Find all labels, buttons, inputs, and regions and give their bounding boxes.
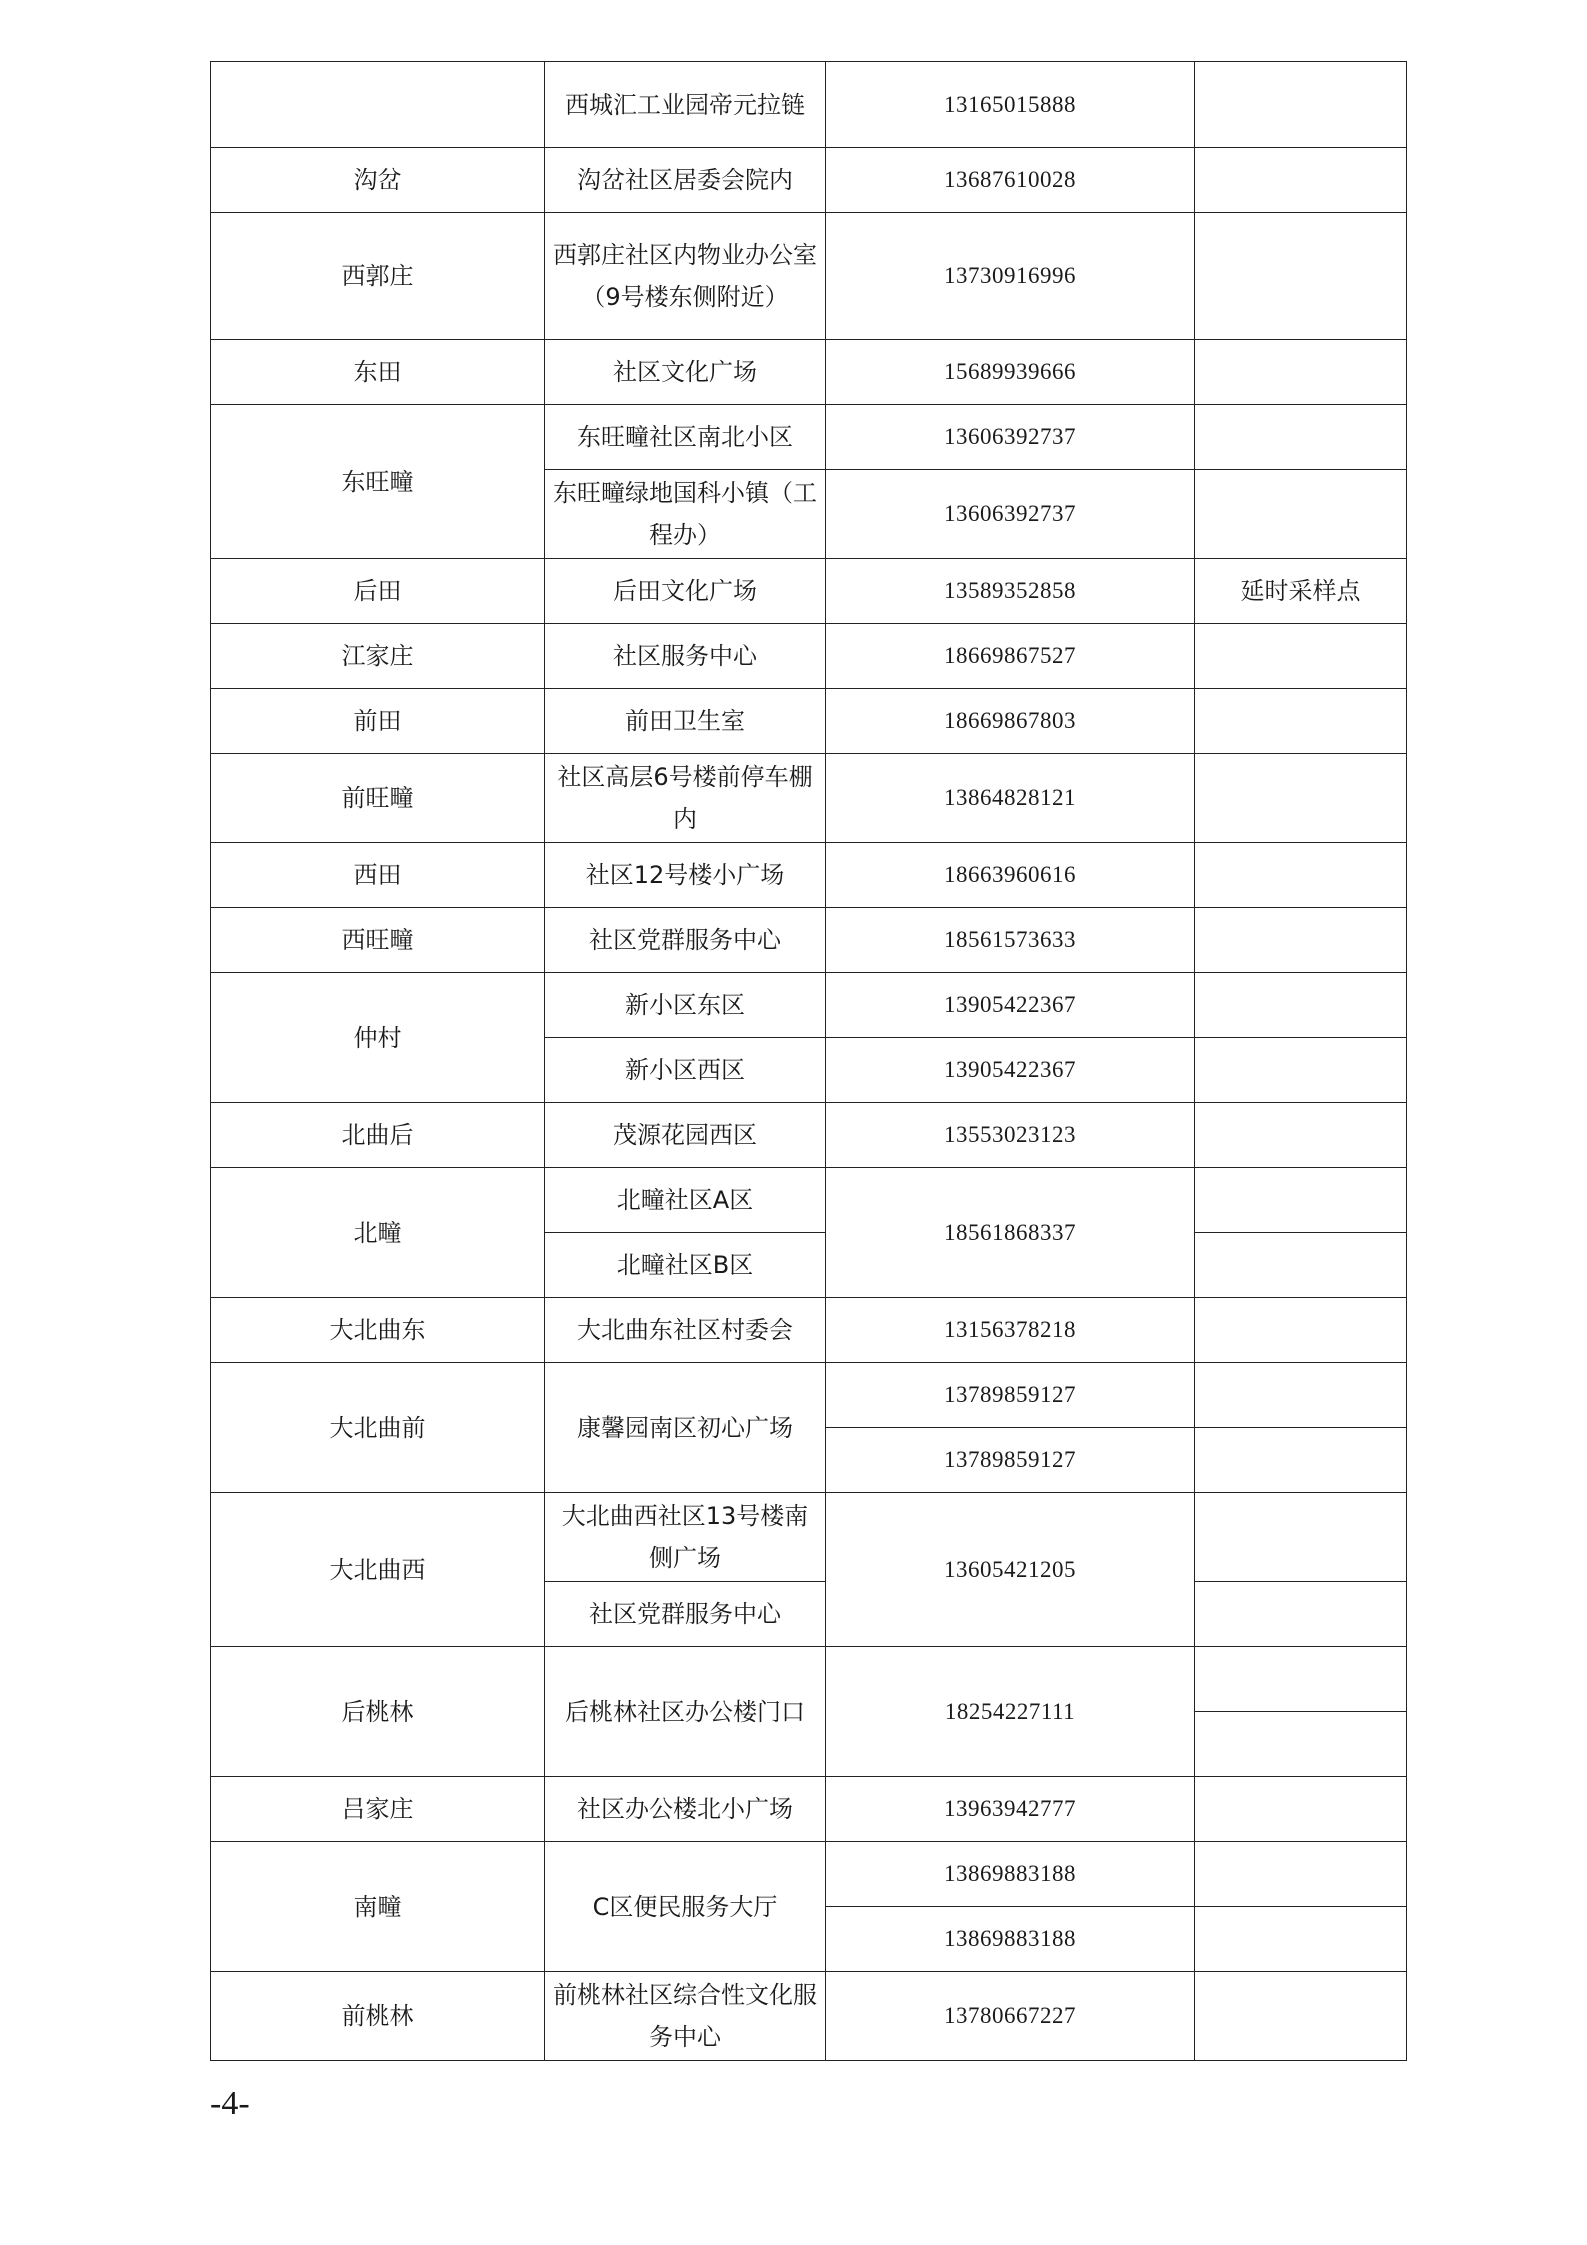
table-row (211, 559, 1407, 624)
site-cell: 社区办公楼北小广场 (545, 1777, 826, 1842)
table-row (211, 1103, 1407, 1168)
phone-cell: 13730916996 (826, 213, 1195, 340)
area-cell: 西旺疃 (211, 908, 545, 973)
phone-cell: 13963942777 (826, 1777, 1195, 1842)
area-cell: 沟岔 (211, 148, 545, 213)
note-cell (1195, 908, 1407, 973)
note-cell (1195, 213, 1407, 340)
table-row (211, 340, 1407, 405)
site-cell: 沟岔社区居委会院内 (545, 148, 826, 213)
note-cell (1195, 148, 1407, 213)
phone-cell: 18254227111 (826, 1647, 1195, 1777)
phone-cell: 13606392737 (826, 470, 1195, 559)
area-cell: 大北曲西 (211, 1493, 545, 1647)
phone-cell: 18669867803 (826, 689, 1195, 754)
page-number: -4- (210, 2085, 250, 2122)
site-cell: 东旺疃绿地国科小镇（工程办） (545, 470, 826, 559)
area-cell: 西田 (211, 843, 545, 908)
phone-cell: 13156378218 (826, 1298, 1195, 1363)
area-cell: 北疃 (211, 1168, 545, 1298)
note-cell (1195, 1842, 1407, 1907)
note-cell (1195, 1428, 1407, 1493)
table-row (211, 1168, 1407, 1233)
site-cell: 北疃社区B区 (545, 1233, 826, 1298)
table-row (211, 689, 1407, 754)
area-cell: 前旺疃 (211, 754, 545, 843)
table-row (211, 754, 1407, 843)
note-cell (1195, 340, 1407, 405)
site-cell: 茂源花园西区 (545, 1103, 826, 1168)
table-row (211, 62, 1407, 148)
phone-cell: 13905422367 (826, 973, 1195, 1038)
phone-cell: 15689939666 (826, 340, 1195, 405)
table-row (211, 148, 1407, 213)
area-cell: 前桃林 (211, 1972, 545, 2061)
note-cell (1195, 754, 1407, 843)
phone-cell: 13789859127 (826, 1363, 1195, 1428)
note-cell (1195, 689, 1407, 754)
phone-cell: 13869883188 (826, 1842, 1195, 1907)
phone-cell: 13864828121 (826, 754, 1195, 843)
phone-cell: 13605421205 (826, 1493, 1195, 1647)
site-cell: 康馨园南区初心广场 (545, 1363, 826, 1493)
site-cell: 东旺疃社区南北小区 (545, 405, 826, 470)
area-cell: 北曲后 (211, 1103, 545, 1168)
site-cell: 前桃林社区综合性文化服务中心 (545, 1972, 826, 2061)
area-cell: 后桃林 (211, 1647, 545, 1777)
table-row (211, 1493, 1407, 1582)
site-cell: 新小区东区 (545, 973, 826, 1038)
phone-cell: 13789859127 (826, 1428, 1195, 1493)
site-cell: C区便民服务大厅 (545, 1842, 826, 1972)
note-cell (1195, 1647, 1407, 1712)
note-cell (1195, 1972, 1407, 2061)
table-row (211, 1363, 1407, 1428)
table-row (211, 213, 1407, 340)
area-cell: 东田 (211, 340, 545, 405)
site-cell: 大北曲西社区13号楼南侧广场 (545, 1493, 826, 1582)
phone-cell: 13687610028 (826, 148, 1195, 213)
table-row (211, 1972, 1407, 2061)
note-cell (1195, 1493, 1407, 1582)
site-cell: 新小区西区 (545, 1038, 826, 1103)
table-row (211, 843, 1407, 908)
table-row (211, 405, 1407, 470)
area-cell: 前田 (211, 689, 545, 754)
note-cell (1195, 62, 1407, 148)
table-row (211, 908, 1407, 973)
note-cell (1195, 843, 1407, 908)
site-cell: 大北曲东社区村委会 (545, 1298, 826, 1363)
note-cell (1195, 405, 1407, 470)
phone-cell: 18669867527 (826, 624, 1195, 689)
phone-cell: 18663960616 (826, 843, 1195, 908)
area-cell: 江家庄 (211, 624, 545, 689)
note-cell (1195, 1777, 1407, 1842)
table-row (211, 973, 1407, 1038)
phone-cell: 13165015888 (826, 62, 1195, 148)
phone-cell: 18561868337 (826, 1168, 1195, 1298)
area-cell: 仲村 (211, 973, 545, 1103)
area-cell: 后田 (211, 559, 545, 624)
site-cell: 社区12号楼小广场 (545, 843, 826, 908)
site-cell: 社区高层6号楼前停车棚内 (545, 754, 826, 843)
note-cell (1195, 1907, 1407, 1972)
site-cell: 社区党群服务中心 (545, 908, 826, 973)
site-cell: 社区文化广场 (545, 340, 826, 405)
area-cell: 大北曲东 (211, 1298, 545, 1363)
area-cell: 西郭庄 (211, 213, 545, 340)
phone-cell: 13780667227 (826, 1972, 1195, 2061)
site-cell: 西城汇工业园帝元拉链 (545, 62, 826, 148)
area-cell (211, 62, 545, 148)
site-cell: 西郭庄社区内物业办公室（9号楼东侧附近） (545, 213, 826, 340)
note-cell (1195, 1582, 1407, 1647)
site-cell: 后田文化广场 (545, 559, 826, 624)
note-cell (1195, 973, 1407, 1038)
note-cell (1195, 1712, 1407, 1777)
area-cell: 吕家庄 (211, 1777, 545, 1842)
phone-cell: 13905422367 (826, 1038, 1195, 1103)
phone-cell: 13589352858 (826, 559, 1195, 624)
phone-cell: 13869883188 (826, 1907, 1195, 1972)
phone-cell: 13553023123 (826, 1103, 1195, 1168)
site-cell: 后桃林社区办公楼门口 (545, 1647, 826, 1777)
table-row (211, 1298, 1407, 1363)
note-cell (1195, 470, 1407, 559)
note-cell (1195, 1038, 1407, 1103)
site-cell: 社区服务中心 (545, 624, 826, 689)
phone-cell: 13606392737 (826, 405, 1195, 470)
site-cell: 社区党群服务中心 (545, 1582, 826, 1647)
phone-cell: 18561573633 (826, 908, 1195, 973)
site-cell: 前田卫生室 (545, 689, 826, 754)
area-cell: 南疃 (211, 1842, 545, 1972)
sampling-sites-table (210, 61, 1407, 2061)
note-cell (1195, 1103, 1407, 1168)
note-cell (1195, 1363, 1407, 1428)
area-cell: 大北曲前 (211, 1363, 545, 1493)
site-cell: 北疃社区A区 (545, 1168, 826, 1233)
table-row (211, 1647, 1407, 1712)
table-row (211, 1842, 1407, 1907)
note-cell (1195, 1298, 1407, 1363)
note-cell: 延时采样点 (1195, 559, 1407, 624)
area-cell: 东旺疃 (211, 405, 545, 559)
note-cell (1195, 1233, 1407, 1298)
table-row (211, 1777, 1407, 1842)
table-row (211, 624, 1407, 689)
note-cell (1195, 624, 1407, 689)
note-cell (1195, 1168, 1407, 1233)
